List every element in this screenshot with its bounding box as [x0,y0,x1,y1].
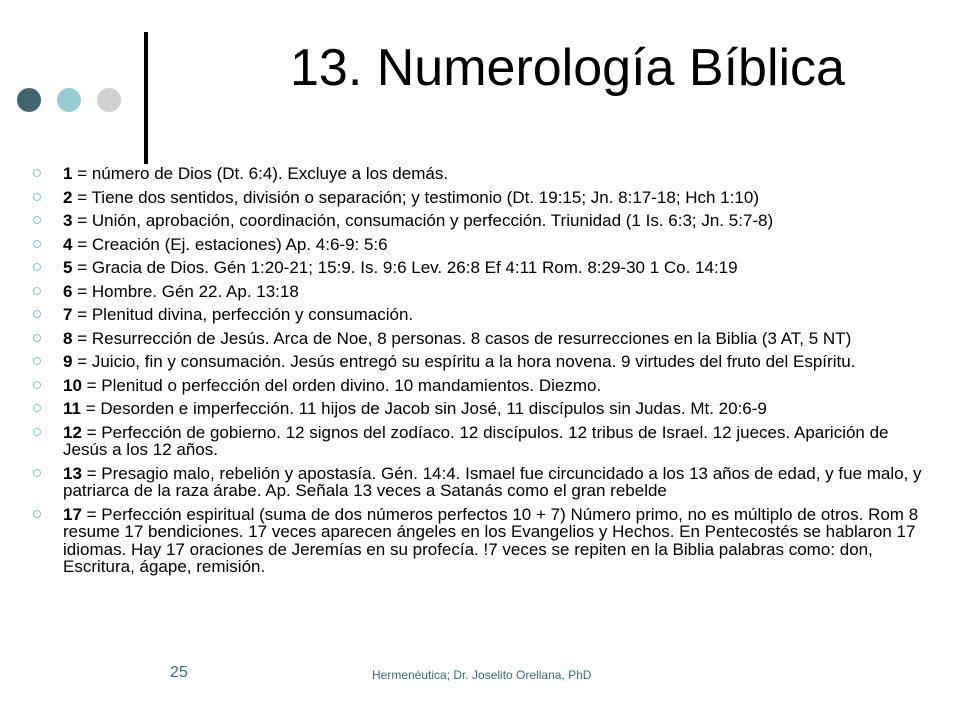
bullet-ring-icon [33,381,41,389]
bullet-number: 9 [63,352,73,371]
title-divider-line [144,32,148,164]
bullet-ring-icon [33,469,41,477]
bullet-number: 8 [63,328,73,348]
bullet-number: 3 [63,211,73,230]
bullet-text: = Plenitud divina, perfección y consumación. [72,305,414,324]
bullet-number: 17 [63,504,82,524]
bullet-text: = Unión, aprobación, coordinación, consumación y perfección. Triunidad (1 Is. 6:3; Jn. 5:7-8) [72,211,774,230]
bullet-text: = Resurrección de Jesús. Arca de Noe, 8 personas. 8 casos de resurrecciones en la Biblia (3 AT, 5 NT) [72,328,852,348]
bullet-item [33,236,933,254]
bullet-number: 12 [63,422,82,442]
slide-title: 13. Numerología Bíblica [290,39,845,97]
bullet-ring-icon [33,169,41,177]
bullet-number: 4 [63,234,73,254]
bullet-number: 7 [63,305,73,324]
bullet-text: = Presagio malo, rebelión y apostasía. Gén. 14:4. Ismael fue circuncidado a los 13 años de edad, y fue malo, y patriarca de la raza árabe. Ap. Señala 13 veces a Satanás como el gran rebelde [63,463,922,500]
bullet-item [33,506,933,576]
bullet-text: = Gracia de Dios. Gén 1:20-21; 15:9. Is. 9:6 Lev. 26:8 Ef 4:11 Rom. 8:29-30 1 Co. 14:19 [72,258,738,277]
bullet-ring-icon [33,357,41,365]
bullet-text: = Desorden e imperfección. 11 hijos de Jacob sin José, 11 discípulos sin Judas. Mt. 20:6-9 [80,399,767,418]
bullet-text: = Hombre. Gén 22. Ap. 13:18 [72,281,299,301]
decor-dot-teal [57,88,81,112]
footer-text: Hermenéutica; Dr. Joselito Orellana, PhD [372,668,592,682]
bullet-item [33,165,933,183]
bullet-item [33,212,933,230]
bullet-text: = Perfección espiritual (suma de dos números perfectos 10 + 7) Número primo, no es múltiplo de otros. Rom 8 resume 17 bendiciones. 17 veces aparecen ángeles en los Evangelios y Hechos. En Pentecostés se hablaron 17 idiomas. Hay 17 oraciones de Jeremías en su profecía. !7 veces se repiten en la Biblia palabras como: don, Escritura, ágape, remisión. [63,504,919,576]
bullet-ring-icon [33,510,41,518]
bullet-item [33,259,933,277]
bullet-text: = Plenitud o perfección del orden divino. 10 mandamientos. Diezmo. [81,375,602,395]
bullet-item [33,377,933,395]
bullet-ring-icon [33,428,41,436]
bullet-item [33,283,933,301]
bullet-number: 11 [63,399,81,418]
bullet-text: = Tiene dos sentidos, división o separación; y testimonio (Dt. 19:15; Jn. 8:17-18; Hch 1:10) [72,187,759,207]
bullet-text: = Creación (Ej. estaciones) Ap. 4:6-9: 5:6 [72,234,388,254]
bullet-ring-icon [33,263,41,271]
bullet-ring-icon [33,193,41,201]
decor-dot-gray [97,88,121,112]
bullet-ring-icon [33,404,41,412]
bullet-number: 2 [63,187,73,207]
page-number: 25 [170,664,188,681]
bullet-item [33,465,933,500]
bullet-text: = Juicio, fin y consumación. Jesús entregó su espíritu a la hora novena. 9 virtudes del fruto del Espíritu. [72,352,856,371]
bullet-number: 5 [63,258,73,277]
bullet-ring-icon [33,310,41,318]
bullet-number: 1 [63,164,73,183]
bullet-text: = Perfección de gobierno. 12 signos del zodíaco. 12 discípulos. 12 tribus de Israel. 12 jueces. Aparición de Jesús a los 12 años. [63,422,889,459]
bullet-ring-icon [33,240,41,248]
decor-dot-dark [17,88,41,112]
bullet-item [33,424,933,459]
bullet-item [33,306,933,324]
bullet-item [33,189,933,207]
bullet-number: 6 [63,281,73,301]
bullet-item [33,330,933,348]
bullet-ring-icon [33,334,41,342]
bullet-ring-icon [33,216,41,224]
bullet-item [33,353,933,371]
bullet-item [33,400,933,418]
bullet-ring-icon [33,287,41,295]
bullet-number: 13 [63,463,82,483]
bullet-list [33,165,933,582]
bullet-text: = número de Dios (Dt. 6:4). Excluye a los demás. [72,164,449,183]
bullet-number: 10 [63,375,82,395]
